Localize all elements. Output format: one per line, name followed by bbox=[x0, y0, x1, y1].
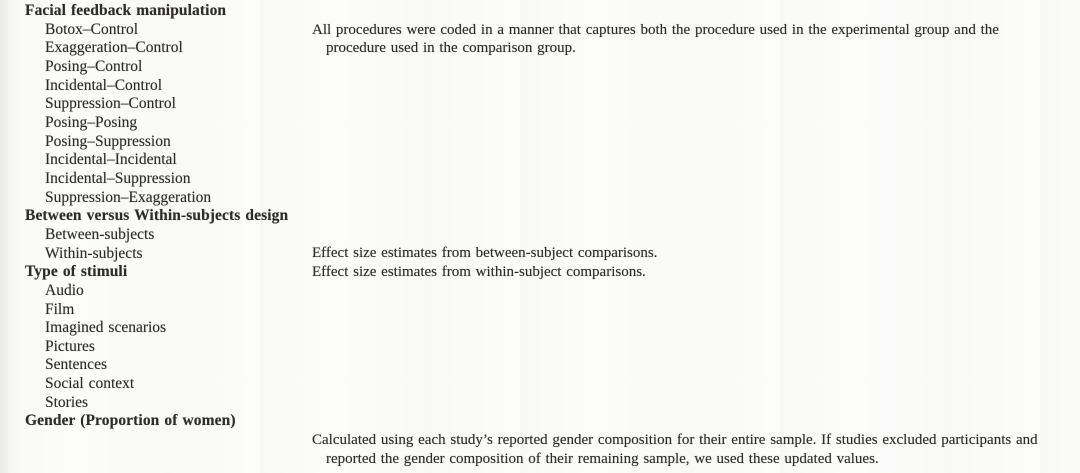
description-within-subjects: Effect size estimates from within-subject comparisons. bbox=[312, 264, 646, 281]
description-between-subjects: Effect size estimates from between-subject comparisons. bbox=[312, 245, 658, 262]
description-gender: Calculated using each study’s reported gender composition for their entire sample. If studies excluded participants and reported the gender composition of their remaining sample, we used these updated values. bbox=[312, 431, 1038, 467]
moderator-level: Between-subjects bbox=[45, 225, 155, 243]
moderator-level: Social context bbox=[45, 375, 135, 393]
section-header-stimuli: Type of stimuli bbox=[25, 263, 128, 281]
moderator-level: Pictures bbox=[45, 337, 95, 355]
moderator-level: Posing–Posing bbox=[45, 113, 138, 131]
moderator-level: Posing–Suppression bbox=[45, 132, 171, 150]
moderator-level: Sentences bbox=[45, 356, 107, 374]
moderator-level: Incidental–Suppression bbox=[45, 169, 191, 187]
moderator-level: Audio bbox=[45, 281, 84, 299]
moderator-level: Botox–Control bbox=[45, 20, 139, 38]
moderator-level: Within-subjects bbox=[45, 244, 143, 262]
section-header-gender: Gender (Proportion of women) bbox=[25, 412, 236, 430]
description-facial-feedback: All procedures were coded in a manner that captures both the procedure used in the experimental group and the procedure used in the comparison group. bbox=[312, 21, 999, 57]
section-header-design: Between versus Within-subjects design bbox=[25, 207, 289, 225]
moderator-level: Incidental–Incidental bbox=[45, 151, 177, 169]
moderator-level: Suppression–Control bbox=[45, 95, 176, 113]
moderator-level: Exaggeration–Control bbox=[45, 39, 183, 57]
scan-edge-shading bbox=[0, 0, 14, 473]
moderator-level: Posing–Control bbox=[45, 57, 143, 75]
moderator-level: Incidental–Control bbox=[45, 76, 163, 94]
moderator-column bbox=[25, 2, 297, 431]
moderator-level: Suppression–Exaggeration bbox=[45, 188, 212, 206]
section-header-facial-feedback: Facial feedback manipulation bbox=[25, 2, 227, 19]
moderator-level: Stories bbox=[45, 393, 89, 411]
moderator-level: Film bbox=[45, 300, 75, 318]
moderator-level: Imagined scenarios bbox=[45, 319, 167, 337]
